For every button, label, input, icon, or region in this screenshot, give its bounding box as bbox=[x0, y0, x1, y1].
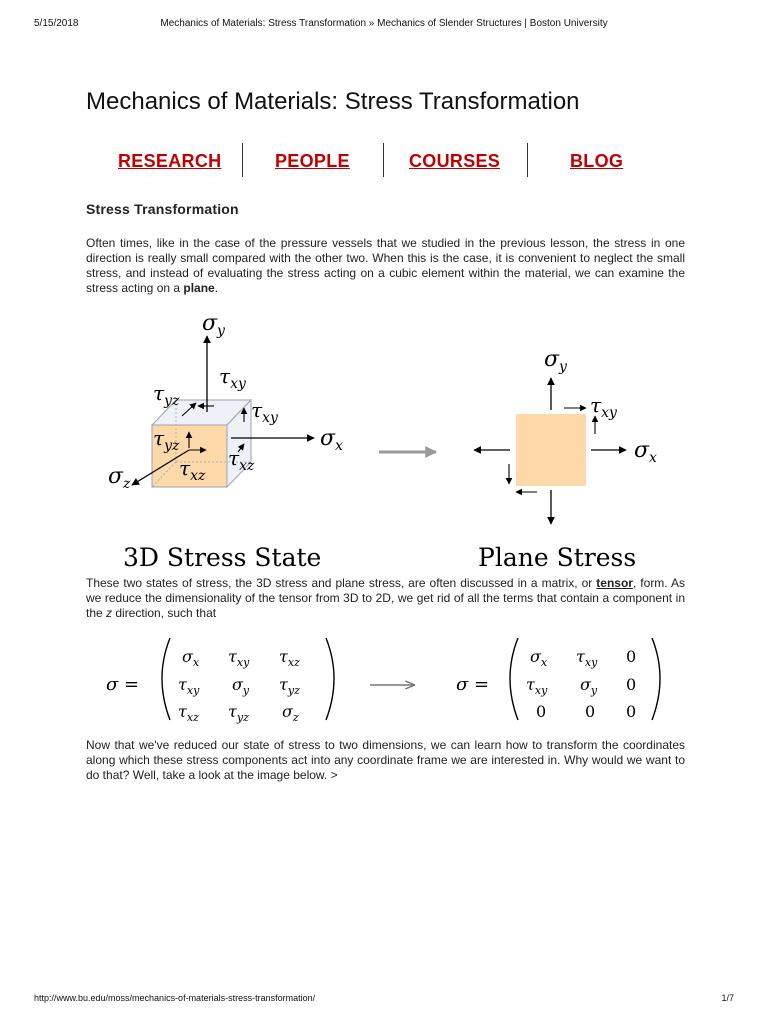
bracket-left-2d bbox=[510, 638, 518, 720]
label-sigma-x-3d: $\sigma_x$ bbox=[320, 426, 343, 454]
lhs-2d: σ = bbox=[456, 674, 490, 695]
z-italic: z bbox=[106, 606, 113, 620]
plane-term: plane bbox=[183, 281, 215, 295]
tensor-link[interactable]: tensor bbox=[596, 576, 633, 590]
svg-text:0: 0 bbox=[626, 675, 637, 694]
label-sigma-y-plane: $\sigma_y$ bbox=[544, 347, 567, 375]
label-sigma-x-plane: $\sigma_x$ bbox=[634, 438, 657, 466]
svg-text:τxy: $\tau_{xy}$ bbox=[576, 647, 598, 669]
nav-people-link[interactable]: PEOPLE bbox=[275, 151, 350, 171]
svg-text:σy: $\sigma_y$ bbox=[232, 675, 250, 697]
svg-text:τxz: $\tau_{xz}$ bbox=[178, 702, 199, 724]
bracket-left-3d bbox=[162, 638, 170, 720]
bracket-right-3d bbox=[326, 638, 334, 720]
caption-plane-stress: Plane Stress bbox=[478, 543, 637, 572]
label-tau-xz-front: $\tau_{xz}$ bbox=[179, 456, 206, 484]
label-sigma-y-3d: $\sigma_y$ bbox=[202, 311, 225, 339]
svg-text:τxy: $\tau_{xy}$ bbox=[526, 675, 548, 697]
svg-text:τxy: $\tau_{xy}$ bbox=[228, 647, 250, 669]
svg-text:0: 0 bbox=[585, 702, 596, 721]
label-tau-yz-top: $\tau_{yz}$ bbox=[153, 381, 180, 409]
svg-text:0: 0 bbox=[536, 702, 547, 721]
footer-url: http://www.bu.edu/moss/mechanics-of-materials-stress-transformation/ bbox=[34, 993, 316, 1003]
svg-text:τxz: $\tau_{xz}$ bbox=[279, 647, 300, 669]
transform-paragraph: Now that we've reduced our state of stress to two dimensions, we can learn how to transform the coordinates along which these stress components act into any coordinate frame we are interested in. Why would we want to do that? Well, take a look at the image below. > bbox=[86, 738, 685, 782]
bracket-right-2d bbox=[652, 638, 660, 720]
svg-text:σx: $\sigma_x$ bbox=[182, 647, 200, 669]
nav-courses-link[interactable]: COURSES bbox=[409, 151, 501, 171]
tensor-equation bbox=[86, 628, 686, 728]
section-heading: Stress Transformation bbox=[86, 201, 239, 217]
intro-paragraph bbox=[86, 236, 685, 296]
plane-stress-square bbox=[516, 414, 586, 486]
svg-text:0: 0 bbox=[626, 702, 637, 721]
nav-research-link[interactable]: RESEARCH bbox=[118, 151, 222, 171]
nav-divider bbox=[527, 143, 528, 177]
nav-divider bbox=[383, 143, 384, 177]
svg-text:τyz: $\tau_{yz}$ bbox=[228, 702, 249, 724]
caption-3d-stress-state: 3D Stress State bbox=[123, 543, 322, 572]
main-nav bbox=[86, 143, 686, 179]
print-header-title: Mechanics of Materials: Stress Transformation » Mechanics of Slender Structures | Boston University bbox=[160, 18, 608, 29]
footer-page-number: 1/7 bbox=[721, 993, 734, 1003]
lhs-3d: σ = bbox=[106, 674, 140, 695]
svg-text:σy: $\sigma_y$ bbox=[580, 675, 598, 697]
svg-text:σz: $\sigma_z$ bbox=[282, 702, 299, 724]
tensor-text-c: direction, such that bbox=[112, 606, 217, 620]
label-tau-yz-front: $\tau_{yz}$ bbox=[153, 426, 180, 454]
label-tau-xz-side: $\tau_{xz}$ bbox=[228, 446, 255, 474]
label-tau-xy-plane: $\tau_{xy}$ bbox=[590, 393, 617, 421]
tensor-paragraph bbox=[86, 576, 685, 621]
intro-text: Often times, like in the case of the pressure vessels that we studied in the previous lesson, the stress in one direction is really small compared with the other two. When this is the case, it is convenient to neglect the small stress, and instead of evaluating the stress acting on a cubic element within the material, we can examine the stress acting on a bbox=[86, 236, 685, 295]
page-title: Mechanics of Materials: Stress Transformation bbox=[86, 88, 580, 115]
svg-text:τyz: $\tau_{yz}$ bbox=[279, 675, 300, 697]
svg-text:σx: $\sigma_x$ bbox=[530, 647, 548, 669]
label-tau-xy-side: $\tau_{xy}$ bbox=[251, 398, 278, 426]
stress-state-figure bbox=[86, 300, 686, 575]
tensor-text-b: , form. As we reduce the dimensionality of the tensor from 3D to 2D, we get rid of all the terms that contain a component in the bbox=[86, 576, 685, 620]
svg-text:0: 0 bbox=[626, 647, 637, 666]
tensor-text-a: These two states of stress, the 3D stress and plane stress, are often discussed in a matrix, or bbox=[86, 576, 597, 590]
nav-divider bbox=[242, 143, 243, 177]
intro-period: . bbox=[214, 281, 219, 295]
svg-text:τxy: $\tau_{xy}$ bbox=[178, 675, 200, 697]
nav-blog-link[interactable]: BLOG bbox=[570, 151, 624, 171]
print-date: 5/15/2018 bbox=[34, 18, 79, 29]
label-tau-xy-top: $\tau_{xy}$ bbox=[219, 364, 246, 392]
label-sigma-z: $\sigma_z$ bbox=[108, 464, 131, 492]
